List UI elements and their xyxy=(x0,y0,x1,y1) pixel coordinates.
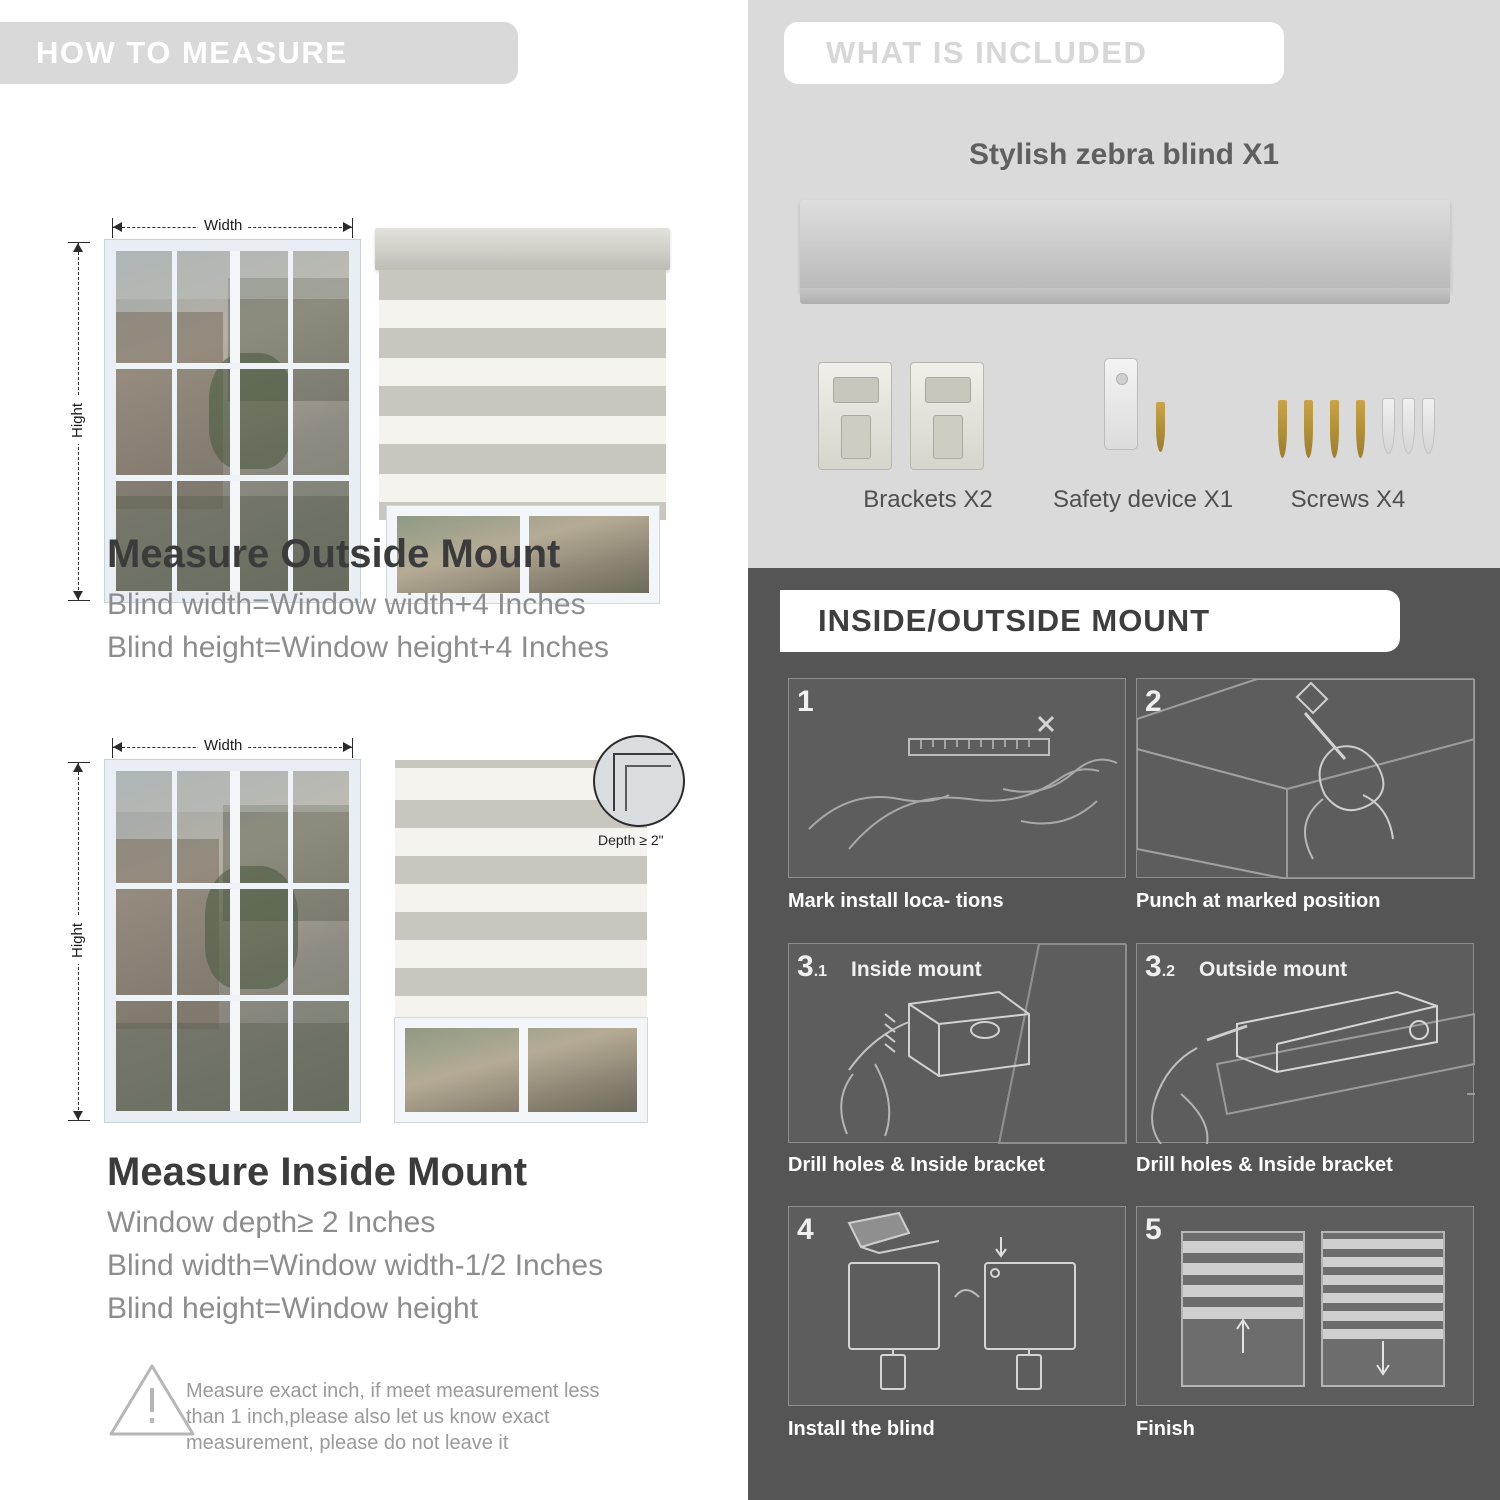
inside-mount-title: Measure Inside Mount xyxy=(107,1150,528,1194)
outside-mount-line1: Blind width=Window width+4 Inches xyxy=(107,588,586,621)
inside-mount-line1: Window depth≥ 2 Inches xyxy=(107,1206,436,1239)
what-is-included-banner xyxy=(784,22,1284,84)
step-5-number: 5 xyxy=(1145,1213,1162,1246)
inside-blind-window-below xyxy=(395,1018,647,1122)
step-3-1-number: 3.1 xyxy=(797,950,828,983)
outside-height-arrow-down xyxy=(73,591,83,600)
warning-line2: than 1 inch,please also let us know exact xyxy=(186,1406,550,1428)
inside-height-arrow-up xyxy=(73,763,83,772)
step-3-2 xyxy=(1136,943,1474,1143)
step-5-blind-open xyxy=(1181,1231,1305,1387)
brackets-caption: Brackets X2 xyxy=(863,486,993,513)
screw-icon xyxy=(1278,400,1287,458)
step-2-number: 2 xyxy=(1145,685,1162,718)
step-4-caption: Install the blind xyxy=(788,1418,935,1440)
screws-caption: Screws X4 xyxy=(1290,486,1406,513)
inside-height-label: Hight xyxy=(69,917,86,964)
bracket-icon xyxy=(818,362,892,470)
step-3-1 xyxy=(788,943,1126,1143)
inside-height-arrow-down xyxy=(73,1111,83,1120)
outside-width-arrow-left xyxy=(113,222,122,232)
inside-mount-line3: Blind height=Window height xyxy=(107,1292,479,1325)
outside-mount-title: Measure Outside Mount xyxy=(107,532,561,576)
warning-triangle-icon xyxy=(108,1362,196,1438)
inside-window-photo xyxy=(105,760,360,1122)
window-depth-label: Depth ≥ 2" xyxy=(598,832,664,848)
what-is-included-panel xyxy=(748,0,1500,568)
inside-mount-diagram xyxy=(0,720,740,1140)
step-1-caption: Mark install loca- tions xyxy=(788,890,1004,912)
step-2-caption: Punch at marked position xyxy=(1136,890,1381,912)
inside-height-tick-bottom xyxy=(68,1120,90,1121)
bracket-icon xyxy=(910,362,984,470)
safety-device-icon xyxy=(1104,358,1138,450)
warning-line1: Measure exact inch, if meet measurement less xyxy=(186,1380,600,1402)
inside-width-tick-right xyxy=(352,738,353,758)
screw-icon xyxy=(1356,400,1365,458)
inside-mount-line2: Blind width=Window width-1/2 Inches xyxy=(107,1249,604,1282)
outside-height-label: Hight xyxy=(69,397,86,444)
step-3-2-caption: Drill holes & Inside bracket xyxy=(1136,1154,1393,1176)
outside-width-tick-right xyxy=(352,218,353,238)
inside-outside-mount-banner-label: INSIDE/OUTSIDE MOUNT xyxy=(818,603,1211,638)
step-3-1-sublabel: Inside mount xyxy=(851,958,982,981)
what-is-included-banner-label: WHAT IS INCLUDED xyxy=(826,35,1148,70)
inside-outside-mount-panel xyxy=(748,568,1500,1500)
outside-mount-diagram xyxy=(0,100,740,520)
step-2 xyxy=(1136,678,1474,878)
wall-anchor-icon xyxy=(1422,398,1435,454)
step-4-number: 4 xyxy=(797,1213,814,1246)
included-product-title: Stylish zebra blind X1 xyxy=(968,138,1280,171)
outside-blind-fabric xyxy=(379,270,666,520)
outside-blind-headrail xyxy=(375,228,670,270)
zebra-blind-headrail-image xyxy=(800,200,1450,292)
outside-width-arrow-right xyxy=(343,222,352,232)
window-depth-callout-icon xyxy=(593,735,685,827)
step-5-caption: Finish xyxy=(1136,1418,1195,1440)
warning-line3: measurement, please do not leave it xyxy=(186,1432,509,1454)
step-1-number: 1 xyxy=(797,685,814,718)
wall-anchor-icon xyxy=(1382,398,1395,454)
wall-anchor-icon xyxy=(1402,398,1415,454)
step-3-1-caption: Drill holes & Inside bracket xyxy=(788,1154,1045,1176)
inside-outside-mount-banner xyxy=(780,590,1400,652)
how-to-measure-banner-label: HOW TO MEASURE xyxy=(36,35,348,70)
safety-device-caption: Safety device X1 xyxy=(1052,486,1234,513)
how-to-measure-banner xyxy=(0,22,518,84)
inside-width-arrow-right xyxy=(343,742,352,752)
screw-icon xyxy=(1330,400,1339,458)
step-4 xyxy=(788,1206,1126,1406)
step-3-2-sublabel: Outside mount xyxy=(1199,958,1348,981)
screw-icon xyxy=(1304,400,1313,458)
step-1 xyxy=(788,678,1126,878)
outside-width-label: Width xyxy=(198,217,248,234)
how-to-measure-panel xyxy=(0,0,740,1500)
step-5 xyxy=(1136,1206,1474,1406)
inside-width-label: Width xyxy=(198,737,248,754)
screw-icon xyxy=(1156,402,1165,452)
step-3-2-number: 3.2 xyxy=(1145,950,1176,983)
outside-height-tick-bottom xyxy=(68,600,90,601)
outside-height-arrow-up xyxy=(73,243,83,252)
inside-width-arrow-left xyxy=(113,742,122,752)
outside-mount-line2: Blind height=Window height+4 Inches xyxy=(107,631,610,664)
